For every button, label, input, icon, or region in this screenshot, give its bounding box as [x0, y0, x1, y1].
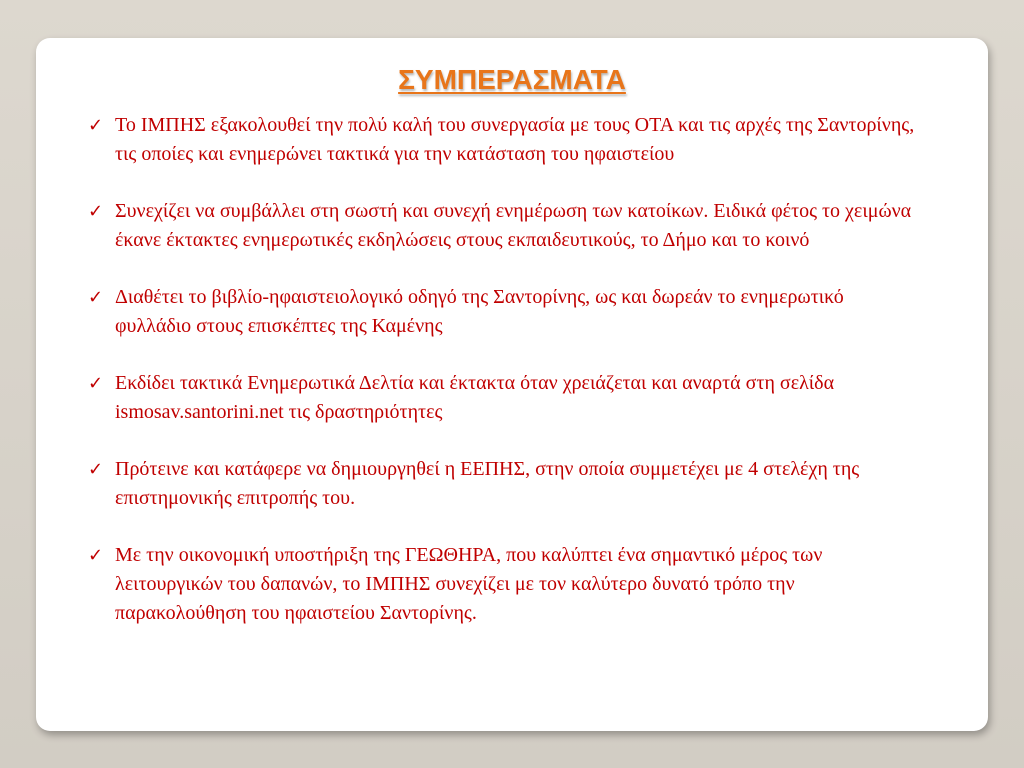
- bullet-text: Το ΙΜΠΗΣ εξακολουθεί την πολύ καλή του συνεργασία με τους ΟΤΑ και τις αρχές της Σαντορίνης, τις οποίες και ενημερώνει τακτικά για την κατάσταση του ηφαιστείου: [115, 114, 915, 165]
- bullet-list: [88, 111, 918, 656]
- slide-panel: [36, 38, 988, 731]
- check-icon: ✓: [88, 287, 104, 308]
- slide-title: ΣΥΜΠΕΡΑΣΜΑΤΑ: [398, 64, 626, 95]
- bullet-item: [88, 455, 918, 513]
- bullet-text: Συνεχίζει να συμβάλλει στη σωστή και συνεχή ενημέρωση των κατοίκων. Ειδικά φέτος το χειμώνα έκανε έκτακτες ενημερωτικές εκδηλώσεις στους εκπαιδευτικούς, το Δήμο και το κοινό: [115, 200, 912, 251]
- bullet-item: [88, 541, 918, 628]
- bullet-text: Διαθέτει το βιβλίο-ηφαιστειολογικό οδηγό της Σαντορίνης, ως και δωρεάν το ενημερωτικό φυλλάδιο στους επισκέπτες της Καμένης: [115, 286, 844, 337]
- bullet-item: [88, 197, 918, 255]
- check-icon: ✓: [88, 459, 104, 480]
- bullet-item: [88, 369, 918, 427]
- bullet-item: [88, 283, 918, 341]
- bullet-text: Με την οικονομική υποστήριξη της ΓΕΩΘΗΡΑ, που καλύπτει ένα σημαντικό μέρος των λειτουργικών του δαπανών, το ΙΜΠΗΣ συνεχίζει με τον καλύτερο δυνατό τρόπο την παρακολούθηση του ηφαιστείου Σαντορίνης.: [115, 544, 823, 624]
- check-icon: ✓: [88, 545, 104, 566]
- bullet-item: [88, 111, 918, 169]
- check-icon: ✓: [88, 373, 104, 394]
- bullet-text: Εκδίδει τακτικά Ενημερωτικά Δελτία και έκτακτα όταν χρειάζεται και αναρτά στη σελίδα ismosav.santorini.net τις δραστηριότητες: [115, 372, 835, 423]
- check-icon: ✓: [88, 201, 104, 222]
- bullet-text: Πρότεινε και κατάφερε να δημιουργηθεί η ΕΕΠΗΣ, στην οποία συμμετέχει με 4 στελέχη της επιστημονικής επιτροπής του.: [115, 458, 860, 509]
- check-icon: ✓: [88, 115, 104, 136]
